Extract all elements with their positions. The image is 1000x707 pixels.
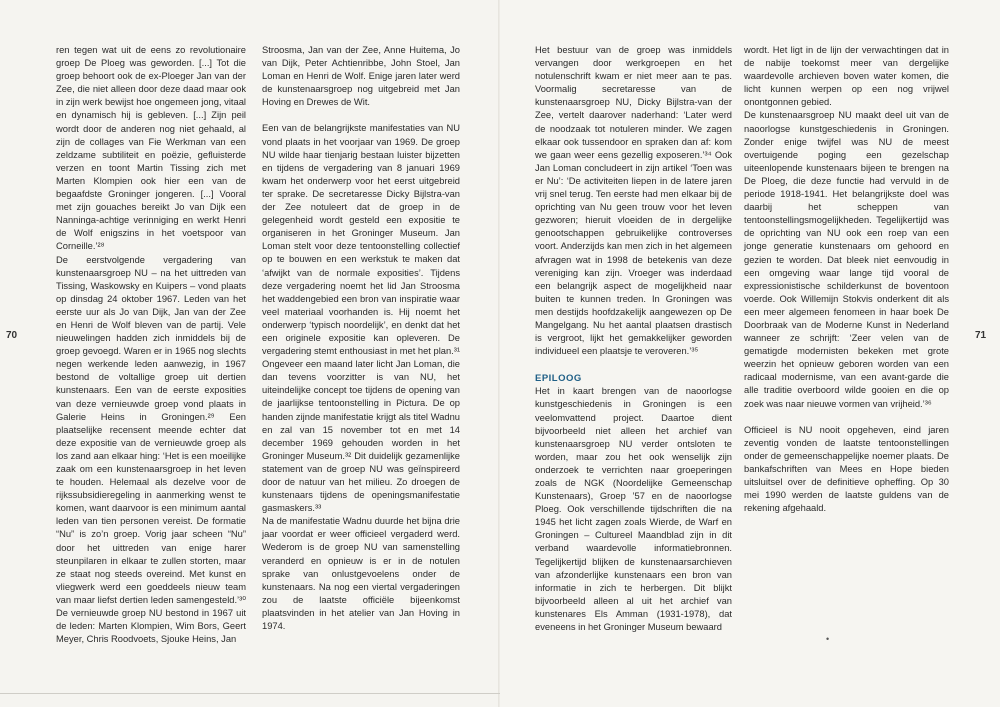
paragraph: Officieel is NU nooit opgeheven, eind jaren zeventig vonden de laatste tentoonstellingen onder de gemeenschappelijke noemer plaats. De bankafschriften van Mees en Hope bieden uitsluitsel over de definitieve opheffing. Op 30 mei 1990 werden de laatste guldens van de rekening afgehaald. bbox=[744, 424, 949, 514]
paragraph: Na de manifestatie Wadnu duurde het bijna drie jaar voordat er weer officieel vergaderd werd. Wederom is de groep NU van samenstelling veranderd en opnieuw is er in de notulen sprake van onlustgevoelens onder de kunstenaars. Na nog een viertal vergaderingen zou de laatste officiële bijeenkomst plaatsvinden in het atelier van Jan Hoving in 1974. bbox=[262, 516, 460, 632]
paragraph: De eerstvolgende vergadering van kunstenaarsgroep NU – na het uittreden van Tissing, Waskowsky en Kuipers – vond plaats op dinsdag 24 oktober 1967. Leden van het eerste uur als Jo van Dijk, Jan van der Zee en Henri de Wolf bleven van de partij. Vele nieuwelingen hadden zich inmiddels bij de groep gevoegd. Waren er in 1965 nog slechts negen werkende leden aanwezig, in 1967 bestond de voltallige groep uit dertien kunstenaars. Een van de eerste exposities van deze vernieuwde groep vond plaats in Galerie Heins in Groningen.²⁹ Een plaatselijke recensent meende echter dat deze expositie van de vernieuwde groep als los zand aan elkaar hing: ‘Het is een moeilijke zaak om een kunstenaarsgroep in het leven te houden. Helemaal als dezelve voor de rijkssubsidieregeling in aanmerking wenst te komen, want daarvoor is een minimum aantal leden van tien personen vereist. De formatie “Nu” is zo’n groep. Vorig jaar scheen “Nu” door het uittreden van enige harer steunpilaren in elkaar te zullen storten, maar ze staat nog steeds overeind. Met kunst en vliegwerk werd een goeddeels nieuw team van maar liefst dertien leden samengesteld.’³⁰ De vernieuwde groep NU bestond in 1967 uit de leden: Marten Klompien, Wim Bors, Geert Meyer, Chris Roodvoets, Sjouke Heins, Jan bbox=[56, 254, 246, 645]
paragraph: Het bestuur van de groep was inmiddels vervangen door werkgroepen en het notulenschrift kwam er niet meer aan te pas. Voormalig secretaresse van de kunstenaarsgroep NU, Dicky Bijlstra-van der Zee, vertelt daarover naderhand: ‘Later werd de noodzaak tot notuleren minder. We zagen elkaar ook tussendoor en spraken dan af: kom we gaan weer eens gezellig exposeren.’³⁴ Ook Jan Loman concludeert in zijn artikel ‘Toen was er Nu’: ‘De activiteiten liepen in de latere jaren vrij snel terug. Ten eerste had men elkaar bij de oprichting van Nu geen trouw voor het leven gezworen; hieruit vloeiden de in dergelijke genootschappen gebruikelijke controverses voort. Anderzijds kan men zich in het algemeen afvragen wat in 1998 de betekenis van deze vereniging kan zijn. Vroeger was inderdaad een belangrijk aspect de mogelijkheid naar buiten te kunnen treden. In Groningen was men destijds hoofdzakelijk aangewezen op De Mangelgang. Nu het aantal plaatsen drastisch is vergroot, lijkt het gemakkelijker geworden individueel een plaatsje te veroveren.’³⁵ bbox=[535, 45, 732, 357]
column-2 bbox=[262, 44, 460, 633]
paragraph: Stroosma, Jan van der Zee, Anne Huitema, Jo van Dijk, Peter Achtienribbe, John Stoel, Jan Loman en Henri de Wolf. Enige jaren later werd de kunstenaarsgroep nog uitgebreid met Jan Hoving en Drewes de Wit. bbox=[262, 45, 460, 108]
paragraph: Het in kaart brengen van de naoorlogse kunstgeschiedenis in Groningen is een veelomvattend project. Daartoe dient bijvoorbeeld niet alleen het archief van kunstenaarsgroep NU verder ontsloten te worden, maar zou het ook wenselijk zijn onderzoek te verrichten naar groeperingen zoals de NGK (Noordelijke Gemeenschap Kunstenaars), Groep ’57 en de naoorlogse Ploeg. Ook verschillende tijdschriften die na 1945 het licht zagen zoals Wierde, de Warf en Groningen – Cultureel Maandblad zijn in dit verband waardevolle informatiebronnen. Tegelijkertijd blijken de kunstenaarsarchieven van afzonderlijke kunstenaars een bron van informatie in zich te herbergen. Dit blijkt bijvoorbeeld alleen al uit het archief van kunstenares Els Amman (1931-1978), dat eveneens in het Groninger Museum bewaard bbox=[535, 386, 732, 633]
page-number-right: 71 bbox=[975, 330, 987, 341]
column-3 bbox=[535, 44, 732, 634]
page-edge-line bbox=[0, 693, 500, 694]
column-4 bbox=[744, 44, 949, 515]
section-heading-epiloog: EPILOOG bbox=[535, 373, 582, 385]
paragraph: wordt. Het ligt in de lijn der verwachtingen dat in de nabije toekomst meer van dergelijke waardevolle archieven boven water komen, die licht kunnen werpen op een nog vrijwel onontgonnen gebied. bbox=[744, 45, 949, 108]
ink-dot-icon: • bbox=[826, 634, 830, 644]
paragraph: De kunstenaarsgroep NU maakt deel uit van de naoorlogse kunstgeschiedenis in Groningen. Zonder enige twijfel was NU de meest overtuigende poging een gezelschap uiteenlopende kunstenaars bijeen te brengen na De Ploeg, die deze functie had vervuld in de periode 1918-1941. Het belangrijkste doel was daarbij het scheppen van tentoonstellingsmogelijkheden. Tegelijkertijd was de oprichting van NU ook een roep van een jonge generatie kunstenaars om gehoord en gezien te worden. Dat bleek niet eenvoudig in een omgeving waar lange tijd vooral de expressionistische schilderkunst de boventoon voerde. Ook Willemijn Stokvis onderkent dit als een meer algemeen fenomeen in haar boek De Doorbraak van de Moderne Kunst in Nederland wanneer ze schrijft: ‘Zeer velen van de gematigde modernisten bekeken met grote weerzin het opnieuw geboren worden van een radicaal modernisme, van een avant-garde die alle traditie overboord wilde gooien en die op zoek was naar nieuwe vormen van vrijheid.’³⁶ bbox=[744, 110, 949, 409]
column-1 bbox=[56, 44, 246, 646]
page-number-left: 70 bbox=[6, 330, 18, 341]
paragraph: ren tegen wat uit de eens zo revolutionaire groep De Ploeg was geworden. [...] Tot die groep behoort ook de ex-Ploeger Jan van der Zee, die niet alleen door deze daad maar ook in zijn werk bewijst hoe ongemeen jong, vitaal en dynamisch hij is gebleven. [...] Zijn peil wordt door de anderen nog niet gehaald, al zijn de collages van Fie Werkman van een zeldzame subtiliteit en poëzie, gefluisterde verzen en toont Martin Tissing zich met Marten Klompien ook hier een van de begaafdste Groninger jongeren. [...] Vooral met zijn gouaches bereikt Jo van Dijk een Nanninga-achtige verinniging en werkt Henri de Wolf enigszins in het voetspoor van Corneille.’²⁸ bbox=[56, 45, 246, 252]
paragraph: Een van de belangrijkste manifestaties van NU vond plaats in het voorjaar van 1969. De groep NU wilde haar tienjarig bestaan luister bijzetten en tijdens de vergadering van 8 januari 1969 kwam het onderwerp voor het eerst uitgebreid ter sprake. De secretaresse Dicky Bijlstra-van der Zee notuleert dat de groep in de gelegenheid wordt gesteld een expositie te organiseren in het Groninger Museum. Jan Loman stelt voor deze tentoonstelling collectief op te bouwen en een werkstuk te maken dat ‘afwijkt van de normale exposities’. Tijdens deze vergadering noemt het lid Jan Stroosma het waddengebied een bron van inspiratie waar veel materiaal voorhanden is. Hij noemt het onderwerp ‘typisch noordelijk’, en denkt dat het een originele expositie kan opleveren. De vergadering stemt enthousiast in met het plan.³¹ Ongeveer een maand later licht Jan Loman, die dan tevens voorzitter is van NU, het uiteindelijke concept toe tijdens de opening van de jaarlijkse tentoonstelling in Pictura. De op handen zijnde manifestatie krijgt als titel Wadnu en zal van 15 november tot en met 14 december 1969 gehouden worden in het Groninger Museum.³² Dit duidelijk gezamenlijke statement van de groep NU was geïnspireerd door de natuur van het milieu. Zo droegen de kunstenaars tijdens de openingsmanifestatie gasmaskers.³³ bbox=[262, 123, 460, 514]
